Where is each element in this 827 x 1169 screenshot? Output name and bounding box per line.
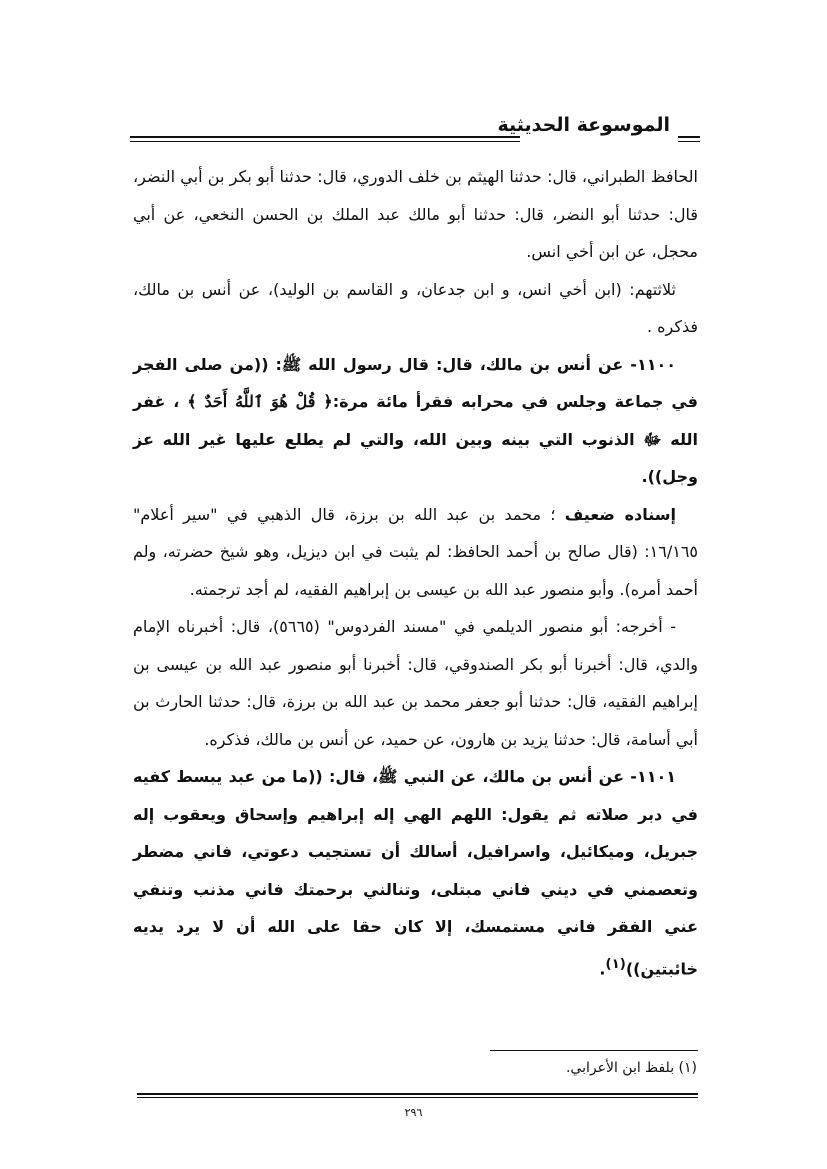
paragraph-chain-continuation: الحافظ الطبراني، قال: حدثنا الهيثم بن خلف الدوري، قال: حدثنا أبو بكر بن أبي النضر، قال: حدثنا أبو النضر، قال: حدثنا أبو مالك عبد الملك بن الحسن النخعي، عن أبي محجل، عن ابن أخي انس.: [133, 167, 698, 261]
hadith-1100-text: ١١٠٠- عن أنس بن مالك، قال: قال رسول الله ﷺ: ((من صلى الفجر في جماعة وجلس في محرابه فقرأ مائة مرة:: [133, 354, 698, 411]
page-number: ٢٩٦: [404, 1106, 423, 1119]
header-rule-right: [678, 136, 700, 138]
footnote-reference[interactable]: (١): [605, 956, 626, 972]
paragraph-three-narrators: ثلاثتهم: (ابن أخي انس، و ابن جدعان، و القاسم بن الوليد)، عن أنس بن مالك، فذكره .: [133, 279, 698, 336]
hadith-1101-text: ١١٠١- عن أنس بن مالك، عن النبي ﷺ، قال: ((ما من عبد يبسط كفيه في دبر صلاته ثم يقول: اللهم الهي إله إبراهيم وإسحاق ويعقوب إله جبريل، وميكائيل، واسرافيل، أسالك أن تستجيب دعوتي، فاني مضطر وتعصمني في ديني فاني مبتلى، وتنالني برحمتك فاني مذنب وتنفي عني الفقر فاني مستمسك، إلا كان حقا على الله أن لا يرد يديه خائبتين)): [133, 767, 698, 978]
footer-rule-thin: [137, 1097, 698, 1098]
footnote-separator: [490, 1050, 698, 1051]
header-rule-left: [130, 136, 520, 138]
hadith-1101: [133, 758, 698, 987]
grading-text: ؛ محمد بن عبد الله بن برزة، قال الذهبي في "سير أعلام" ١٦/١٦٥: (قال صالح بن أحمد الحافظ: لم يثبت في ابن ديزيل، وهو شيخ حضرته، ولم أحمد أمره). وأبو منصور عبد الله بن عيسى بن إبراهيم الفقيه، لم أجد ترجمته.: [133, 504, 698, 599]
hadith-1100: [133, 346, 698, 496]
takhrij-paragraph: - أخرجه: أبو منصور الديلمي في "مسند الفردوس" (٥٦٦٥)، قال: أخبرناه الإمام والدي، قال: أخبرنا أبو بكر الصندوقي، قال: أخبرنا أبو منصور عبد الله بن عيسى بن إبراهيم الفقيه، قال: حدثنا أبو جعفر محمد بن عبد الله بن برزة، قال: حدثنا الحارث بن أبي أسامة، قال: حدثنا يزيد بن هارون، عن حميد، عن أنس بن مالك، فذكره.: [133, 617, 698, 749]
page-header: [130, 112, 700, 142]
footnote: (١) بلفظ ابن الأعرابي.: [565, 1060, 697, 1076]
grading-label: إسناده ضعيف: [564, 504, 677, 524]
hadith-1100-continuation: ، غفر الله ﷻ الذنوب التي بينه وبين الله، والتي لم يطلع عليها غير الله عز وجل)).: [133, 392, 698, 486]
page-title: الموسوعة الحديثية: [497, 114, 670, 136]
quran-verse: ﴿ قُلْ هُوَ ٱللَّهُ أَحَدٌ ﴾: [187, 392, 333, 411]
hadith-1101-end: .: [599, 958, 606, 978]
header-rule-left-thin: [130, 141, 520, 142]
footer-rule: [137, 1093, 698, 1095]
page-body: [133, 158, 698, 987]
header-rule-right-thin: [678, 141, 700, 142]
isnad-grading: [133, 496, 698, 609]
